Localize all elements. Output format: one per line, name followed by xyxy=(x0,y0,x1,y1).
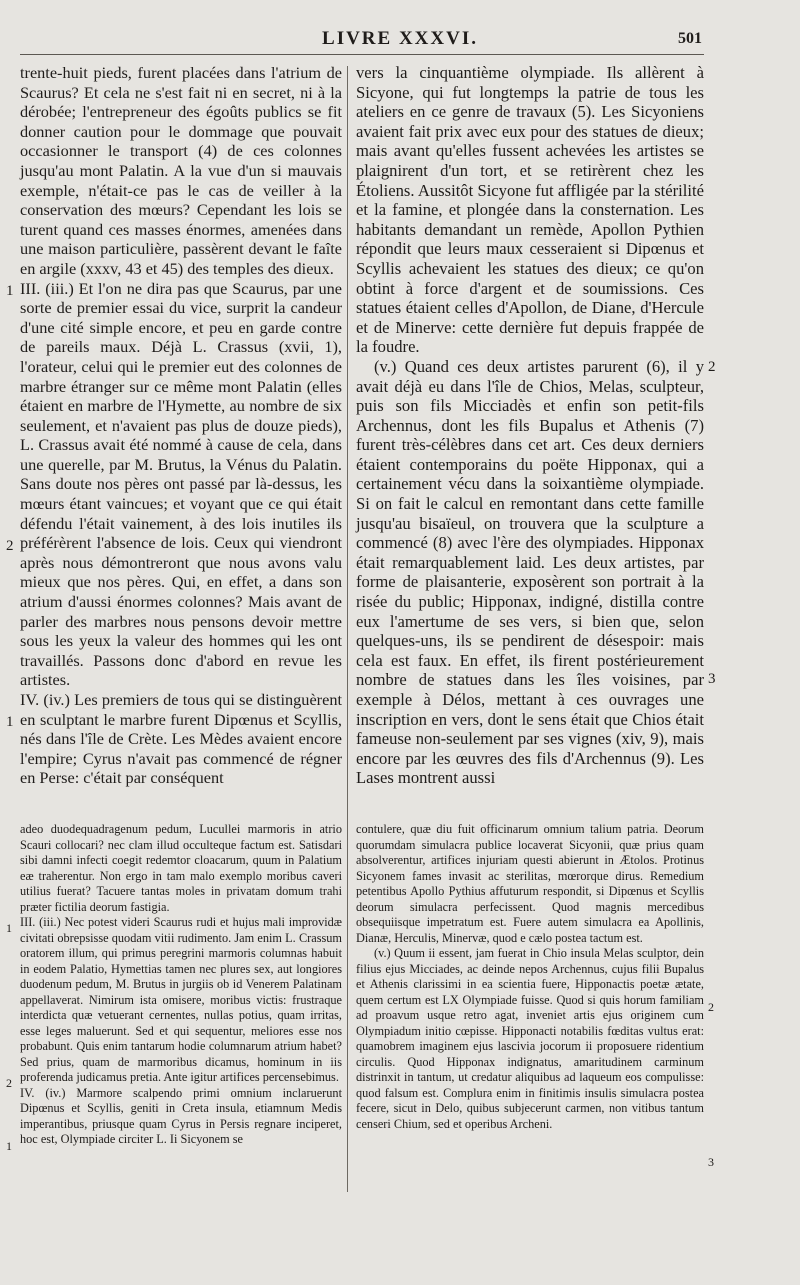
margin-marker: 3 xyxy=(708,671,716,687)
margin-marker: 2 xyxy=(708,1000,714,1014)
margin-marker: 2 xyxy=(708,359,716,375)
latin-paragraph-section-4: IV. (iv.) Marmore scalpendo primi omnium inclaruerunt Dipœnus et Scyllis, geniti in Creta insula, etiamnum Medis imperantibus, priusque quam Cyrus in Persis regnare inciperet, hoc est, Olympiade circiter L. Ii Sicyonem se xyxy=(20,1085,342,1146)
french-paragraph-section-4: IV. (iv.) Les premiers de tous qui se distinguèrent en sculptant le marbre furent Dipœnus et Scyllis, nés dans l'île de Crète. Les Mèdes avaient encore l'empire; Cyrus n'avait pas commencé de régner en Perse: c'était par conséquent xyxy=(20,690,342,788)
margin-marker: 1 xyxy=(6,1139,12,1153)
margin-marker: 2 xyxy=(6,538,14,554)
margin-marker: 1 xyxy=(6,921,12,935)
french-paragraph: trente-huit pieds, furent placées dans l'atrium de Scaurus? Et cela ne s'est fait ni en secret, ni à la dérobée; l'entrepreneur des égoûts publics se fit donner caution pour le dommage que pouvait occasionner le transport (4) de ces colonnes jusqu'au mont Palatin. A la vue d'un si mauvais exemple, n'était-ce pas le cas de veiller à la conservation des mœurs? Cependant les lois se turent quand ces masses énormes, amenées dans une maison particulière, passèrent devant le faîte en argile (xxxv, 43 et 45) des temples des dieux. xyxy=(20,63,342,278)
latin-paragraph-section-5: (v.) Quum ii essent, jam fuerat in Chio insula Melas sculptor, dein filius ejus Micciades, ac deinde nepos Archennus, cujus filii Bupalus et Athenis clarissimi in ea scientia fuere, Hipponactis poetæ ætate, quem certum est LX Olympiade fuisse. Quod si quis horum familiam ad proavum usque retro agat, inveniet artis ejus originem cum Olympiadum initio cœpisse. Hipponacti notabilis fœditas vultus erat: quamobrem imaginem ejus lascivia jocorum ii proposuere ridentium circulis. Quod Hipponax indignatus, amaritudinem carminum distrinxit in tantum, ut credatur aliquibus ad laqueum eos compulisse: quod falsum est. Complura enim in finitimis insulis simulacra postea fecere, sicut in Delo, quibus subjecerunt carmen, non vitibus tantum censeri Chium, sed et operibus Archeni. xyxy=(356,946,704,1131)
page-header xyxy=(0,28,800,52)
margin-marker: 2 xyxy=(6,1076,12,1090)
french-paragraph-section-3: III. (iii.) Et l'on ne dira pas que Scaurus, par une sorte de premier essai du vice, surprit la candeur d'une cité simple encore, et peu en garde contre de pareils maux. Déjà L. Crassus (xvii, 1), l'orateur, celui qui le premier eut des colonnes de marbre étranger sur ce même mont Palatin (elles étaient en marbre de l'Hymette, au nombre de six seulement, et n'avaient pas plus de douze pieds), L. Crassus avait été nommé à cause de cela, dans une querelle, par M. Brutus, la Vénus du Palatin. Sans doute nos pères ont passé par là-dessus, les mœurs étant vaincues; et voyant que ce qui était défendu l'était vainement, à des lois inutiles ils préférèrent l'absence de lois. Ceux qui viendront après nous démontreront que nous avons valu mieux que nos pères. Qui, en effet, a dans son atrium d'aussi énormes colonnes? Mais avant de parler des marbres nous pensons devoir mettre sous les yeux la valeur des hommes qui les ont travaillés. Passons donc d'abord en revue les artistes. xyxy=(20,278,342,690)
latin-paragraph: adeo duodequadragenum pedum, Lucullei marmoris in atrio Scauri collocari? nec clam illud occulteque factum est. Satisdari sibi damni infecti coegit redemtor cloacarum, quum in Palatium eæ traherentur. Non ergo in tam malo exemplo moribus caveri utilius fuerat? Tacuere tantas moles in privatam domum trahi præter fictilia deorum fastigia. xyxy=(20,822,342,914)
french-paragraph: vers la cinquantième olympiade. Ils allèrent à Sicyone, qui fut longtemps la patrie de tous les ateliers en ce genre de travaux (5). Les Sicyoniens avaient fait prix avec eux pour des statues de dieux; mais avant qu'elles fussent achevées les artistes se plaignirent d'un tort, et se retirèrent chez les Étoliens. Aussitôt Sicyone fut affligée par la stérilité et la famine, et plongée dans la consternation. Les habitants demandant un remède, Apollon Pythien répondit que leurs maux cesseraient si Dipœnus et Scyllis achevaient les statues des dieux; ce qu'on obtint à force d'argent et de soumissions. Ces statues étaient celles d'Apollon, de Diane, d'Hercule et de Minerve: cette dernière fut depuis frappée de la foudre. xyxy=(356,63,704,357)
french-text-left-column xyxy=(20,63,342,788)
latin-text-left-column xyxy=(20,822,342,1148)
french-paragraph-section-5: (v.) Quand ces deux artistes parurent (6), il y avait déjà eu dans l'île de Chios, Melas, sculpteur, puis son fils Micciadès et enfin son petit-fils Archennus, dont les fils Bupalus et Athenis (7) furent très-célèbres dans cet art. Ces deux derniers étaient contemporains du poëte Hipponax, qui a certainement vécu dans la soixantième olympiade. Si on fait le calcul en remontant dans cette famille jusqu'au bisaïeul, on trouvera que la sculpture a commencé (8) avec l'ère des olympiades. Hipponax était remarquablement laid. Les deux artistes, par forme de plaisanterie, exposèrent son portrait à la risée du public; Hipponax, indigné, distilla contre eux l'amertume de ses vers, si bien que, selon quelques-uns, ils se pendirent de désespoir: mais cela est faux. En effet, ils firent postérieurement nombre de statues dans les îles voisines, par exemple à Délos, mettant à ces ouvrages une inscription en vers, dont le sens était que Chios était fameuse non-seulement par ses vignes (xiv, 9), mais encore par les œuvres des fils d'Archennus (9). Les Lases montrent aussi xyxy=(356,356,704,788)
margin-marker: 1 xyxy=(6,714,14,730)
latin-paragraph: contulere, quæ diu fuit officinarum omnium talium patria. Deorum quorumdam simulacra publice locaverat Sicyonii, quæ prius quam absolverentur, artifices injuriam questi abierunt in Ætolos. Protinus Sicyonem fames invasit ac sterilitas, mœrorque dirus. Remedium petentibus Apollo Pythius affuturum respondit, si Dipœnus et Scyllis deorum simulacra perfecissent. Quod magnis mercedibus obsequiisque impetratum est. Fuere autem simulacra ea Apollinis, Dianæ, Herculis, Minervæ, quod e cælo postea tactum est. xyxy=(356,822,704,945)
column-divider xyxy=(347,66,348,1192)
latin-paragraph-section-3: III. (iii.) Nec potest videri Scaurus rudi et hujus mali improvidæ civitati obrepsisse quodam vitii rudimento. Jam enim L. Crassum oratorem illum, qui primus peregrini marmoris columnas habuit in eodem Palatio, Hymettias tamen nec plures sex, aut longiores duodenum pedum, M. Brutus in jurgiis ob id Venerem Palatinam appellaverat. Nimirum ista omisere, moribus victis: frustraque interdicta quæ vetuerant cernentes, nullas potius, quam irritas, esse leges maluerunt. Sed et qui sequentur, meliores esse nos probabunt. Quis enim tantarum hodie columnarum atrium habet? Sed prius, quam de marmoribus dicamus, hominum in iis proferenda judicamus pretia. Ante igitur artifices percensebimus. xyxy=(20,915,342,1084)
running-title: LIVRE XXXVI. xyxy=(322,28,478,49)
french-text-right-column xyxy=(356,63,704,788)
margin-marker: 3 xyxy=(708,1155,714,1169)
header-rule xyxy=(20,54,704,55)
page-number: 501 xyxy=(678,30,702,47)
margin-marker: 1 xyxy=(6,283,14,299)
latin-text-right-column xyxy=(356,822,704,1132)
